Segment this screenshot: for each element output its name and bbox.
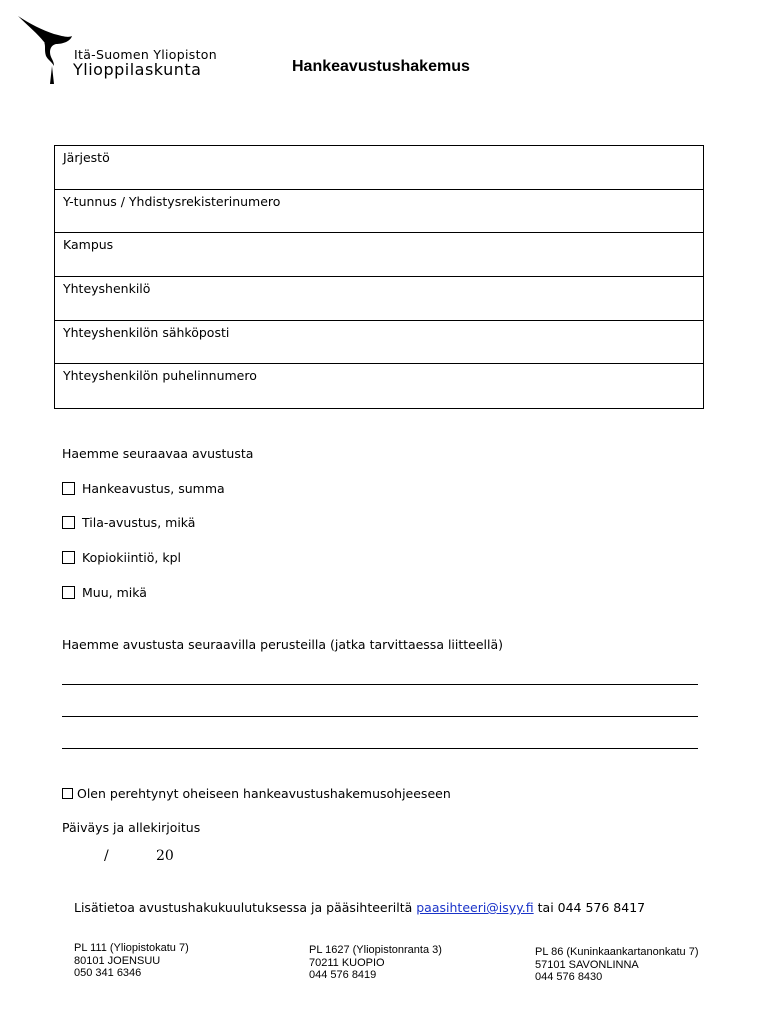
- field-label: Y-tunnus / Yhdistysrekisterinumero: [63, 193, 281, 209]
- contact-info: [74, 900, 645, 915]
- option-label: Tila-avustus, mikä: [82, 515, 196, 530]
- agreement-label: Olen perehtynyt oheiseen hankeavustushakemusohjeeseen: [77, 786, 451, 801]
- address-line: 57101 SAVONLINNA: [535, 958, 639, 971]
- address-line: 044 576 8430: [535, 971, 603, 983]
- field-contact-person[interactable]: [55, 277, 703, 321]
- grounds-heading: Haemme avustusta seuraavilla perusteilla (jatka tarvittaessa liitteellä): [62, 637, 504, 652]
- field-organization[interactable]: [55, 146, 703, 190]
- organization-info-table: [54, 145, 704, 409]
- field-label: Järjestö: [63, 150, 110, 165]
- address-line: 044 576 8419: [309, 969, 377, 981]
- checkbox[interactable]: [62, 482, 75, 495]
- checkbox[interactable]: [62, 551, 75, 564]
- logo-text-line1: Itä-Suomen Yliopiston: [74, 47, 217, 62]
- address-line: PL 111 (Yliopistokatu 7): [74, 942, 189, 954]
- signature-label: Päiväys ja allekirjoitus: [62, 820, 201, 835]
- grounds-line-3[interactable]: [62, 748, 698, 749]
- contact-phone-text: tai 044 576 8417: [537, 900, 646, 915]
- option-label: Muu, mikä: [82, 585, 147, 600]
- option-other[interactable]: [62, 585, 147, 600]
- address-savonlinna: [535, 946, 698, 984]
- checkbox[interactable]: [62, 516, 75, 529]
- option-space-grant[interactable]: [62, 515, 195, 530]
- option-label: Hankeavustus, summa: [82, 481, 225, 496]
- grounds-line-1[interactable]: [62, 684, 698, 685]
- agreement-checkbox[interactable]: [62, 788, 73, 799]
- grant-section-heading: Haemme seuraavaa avustusta: [62, 446, 254, 461]
- address-line: PL 1627 (Yliopistonranta 3): [309, 944, 442, 956]
- address-joensuu: [74, 942, 189, 980]
- field-business-id[interactable]: [55, 190, 703, 234]
- contact-email-link[interactable]: paasihteeri@isyy.fi: [416, 900, 534, 915]
- address-line: 70211 KUOPIO: [309, 956, 385, 969]
- field-label: Yhteyshenkilö: [63, 281, 151, 297]
- document-title: Hankeavustushakemus: [292, 58, 470, 75]
- option-copy-quota[interactable]: [62, 550, 181, 565]
- field-label: Kampus: [63, 237, 114, 253]
- field-contact-email[interactable]: [55, 321, 703, 365]
- field-label: Yhteyshenkilön sähköposti: [63, 324, 230, 340]
- grounds-line-2[interactable]: [62, 716, 698, 717]
- logo-text-line2: Ylioppilaskunta: [73, 60, 202, 79]
- checkbox[interactable]: [62, 586, 75, 599]
- field-contact-phone[interactable]: [55, 364, 703, 408]
- option-project-grant[interactable]: [62, 481, 225, 496]
- university-logo: [16, 14, 74, 84]
- agreement-option[interactable]: [62, 786, 451, 801]
- address-kuopio: [309, 944, 442, 982]
- address-line: 050 341 6346: [74, 967, 142, 979]
- contact-text: Lisätietoa avustushakukuulutuksessa ja pääsihteeriltä: [74, 900, 413, 915]
- address-line: 80101 JOENSUU: [74, 954, 161, 967]
- address-line: PL 86 (Kuninkaankartanonkatu 7): [535, 946, 699, 958]
- date-separator: /: [104, 848, 109, 864]
- date-year-prefix: 20: [156, 848, 174, 864]
- option-label: Kopiokiintiö, kpl: [82, 550, 181, 565]
- field-campus[interactable]: [55, 233, 703, 277]
- field-label: Yhteyshenkilön puhelinnumero: [63, 368, 257, 384]
